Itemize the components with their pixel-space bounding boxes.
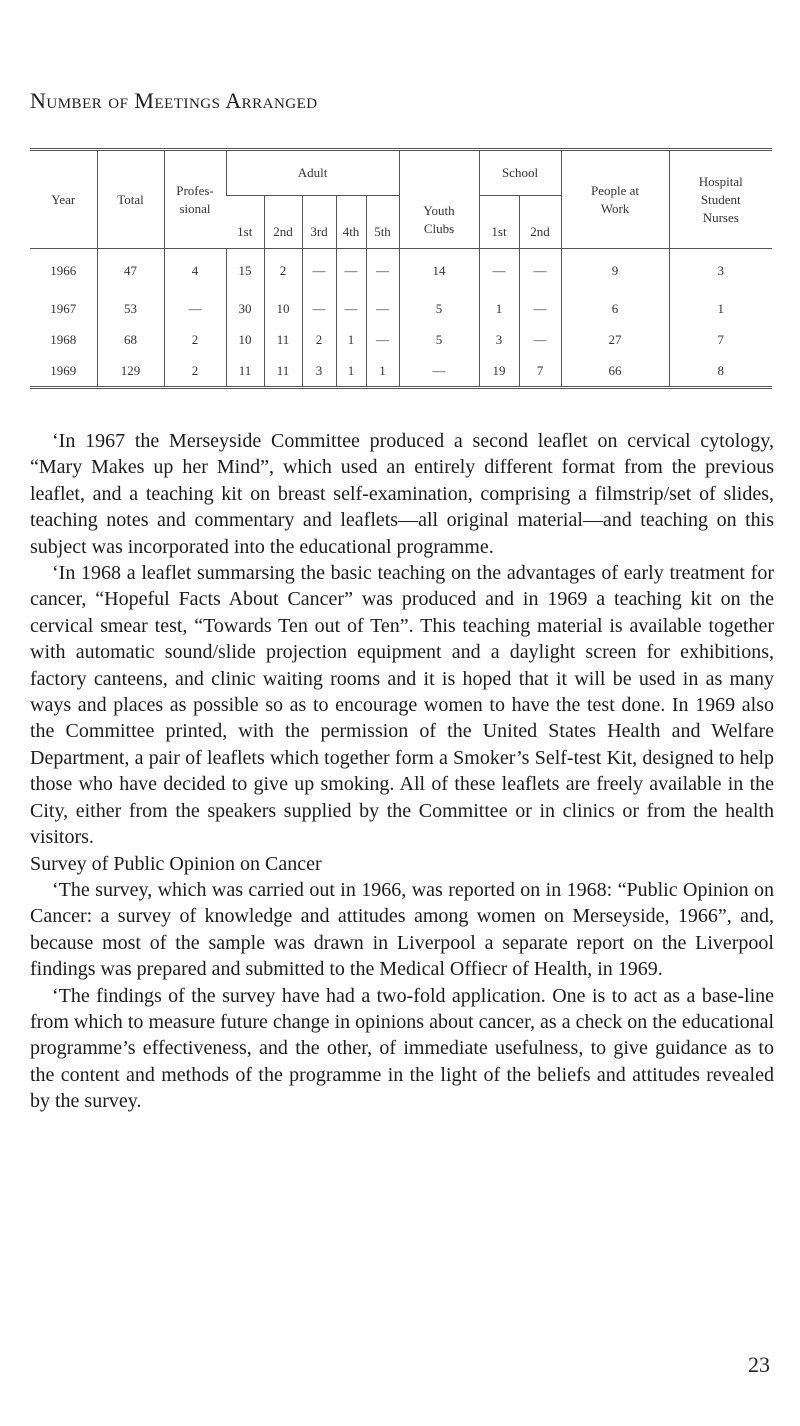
table-cell: — [399, 355, 479, 388]
table-cell: 3 [669, 249, 772, 294]
table-row [30, 293, 772, 324]
header-people-at-work: People at Work [561, 150, 669, 249]
table-cell: 1 [669, 293, 772, 324]
header-adult: Adult [226, 150, 399, 196]
table-cell: — [366, 324, 399, 355]
table-cell: 53 [97, 293, 164, 324]
table-cell: 1 [366, 355, 399, 388]
header-professional: Profes- sional [164, 150, 226, 249]
table-cell: 1968 [50, 331, 77, 347]
header-school: School [479, 150, 561, 196]
table-cell: 1 [336, 324, 366, 355]
table-cell: 27 [561, 324, 669, 355]
table-cell: — [164, 293, 226, 324]
table-cell: 9 [561, 249, 669, 294]
header-school-2nd: 2nd [519, 196, 561, 249]
table-cell: 10 [264, 293, 302, 324]
table-row [30, 324, 772, 355]
table-cell: 129 [97, 355, 164, 388]
table-cell: 19 [479, 355, 519, 388]
table-cell: 7 [669, 324, 772, 355]
header-total: Total [97, 150, 164, 249]
table-cell: 2 [302, 324, 336, 355]
table-cell: 5 [399, 324, 479, 355]
table-cell: — [336, 249, 366, 294]
table-cell: 8 [669, 355, 772, 388]
table-cell: 47 [97, 249, 164, 294]
header-school-1st: 1st [479, 196, 519, 249]
table-cell: 10 [226, 324, 264, 355]
paragraph: ‘The findings of the survey have had a two-fold application. One is to act as a base-line from which to measure future change in opinions about cancer, as a check on the educational programme’s effectiveness, and the other, of immediate usefulness, to give guidance as to the content and methods of the programme in the light of the beliefs and attitudes revealed by the survey. [30, 984, 774, 1113]
body-text [30, 428, 774, 1115]
table-cell: 6 [561, 293, 669, 324]
table-cell: — [519, 324, 561, 355]
table-cell: — [366, 249, 399, 294]
table-cell: 1967 [50, 300, 77, 316]
table-cell: — [366, 293, 399, 324]
table-cell: 2 [264, 249, 302, 294]
table-cell: 30 [226, 293, 264, 324]
table-cell: 2 [164, 355, 226, 388]
table-cell: — [479, 249, 519, 294]
header-adult-3rd: 3rd [302, 196, 336, 249]
table-cell: 15 [226, 249, 264, 294]
table-cell: — [519, 249, 561, 294]
table-cell: 3 [479, 324, 519, 355]
table-cell: 3 [302, 355, 336, 388]
table-cell: 2 [164, 324, 226, 355]
header-hospital-nurses: Hospital Student Nurses [669, 150, 772, 249]
table-cell: 5 [399, 293, 479, 324]
header-year: Year [30, 150, 97, 249]
page-title: Number of Meetings Arranged [30, 88, 318, 113]
table-cell: — [302, 293, 336, 324]
table-cell: 66 [561, 355, 669, 388]
table-cell: 11 [264, 324, 302, 355]
table-cell: 1969 [30, 355, 97, 388]
table-cell: — [302, 249, 336, 294]
header-adult-5th: 5th [366, 196, 399, 249]
table-cell: 11 [264, 355, 302, 388]
table-cell: 1966 [50, 263, 77, 278]
table-row [30, 355, 772, 388]
table-cell: 1 [479, 293, 519, 324]
table-cell: — [519, 293, 561, 324]
table-cell: — [336, 293, 366, 324]
paragraph: ‘The survey, which was carried out in 1966, was reported on in 1968: “Public Opinion on Cancer: a survey of knowledge and attitudes among women on Merseyside, 1966”, and, because most of the sample was drawn in Liverpool a separate report on the Liverpool findings was prepared and submitted to the Medical Offiecr of Health, in 1969. [30, 878, 774, 981]
header-adult-4th: 4th [336, 196, 366, 249]
paragraph: ‘In 1968 a leaflet summarsing the basic teaching on the advantages of early treatment for cancer, “Hopeful Facts About Cancer” was produced and in 1969 a teaching kit on the cervical smear test, “Towards Ten out of Ten”. This teaching material is available together with automatic sound/slide projection equipment and a daylight screen for exhibitions, factory canteens, and clinic waiting rooms and it is hoped that it will be used in as many ways and places as possible so as to encourage women to have the test done. In 1969 also the Committee printed, with the permission of the United States Health and Welfare Department, a pair of leaflets which together form a Smoker’s Self-test Kit, designed to help those who have decided to give up smoking. All of these leaflets are freely available in the City, either from the speakers supplied by the Committee or in clinics or from the health visitors. [30, 562, 774, 849]
paragraph: ‘In 1967 the Merseyside Committee produced a second leaflet on cervical cytology, “Mary Makes up her Mind”, which used an entirely different format from the previous leaflet, and a teaching kit on breast self-examination, comprising a filmstrip/set of slides, teaching notes and commentary and leaflets—all original material—and teaching on this subject was incorporated into the educational programme. [30, 430, 774, 558]
meetings-table [30, 148, 772, 389]
table-cell: 4 [164, 249, 226, 294]
table-cell: 7 [519, 355, 561, 388]
section-heading: Survey of Public Opinion on Cancer [30, 852, 322, 875]
page-number: 23 [748, 1352, 770, 1377]
header-adult-2nd: 2nd [264, 196, 302, 249]
table-cell: 14 [399, 249, 479, 294]
header-youth-clubs: Youth Clubs [399, 150, 479, 249]
table-cell: 68 [97, 324, 164, 355]
table-row [30, 249, 772, 294]
header-adult-1st: 1st [226, 196, 264, 249]
table-cell: 1 [336, 355, 366, 388]
table-cell: 11 [226, 355, 264, 388]
